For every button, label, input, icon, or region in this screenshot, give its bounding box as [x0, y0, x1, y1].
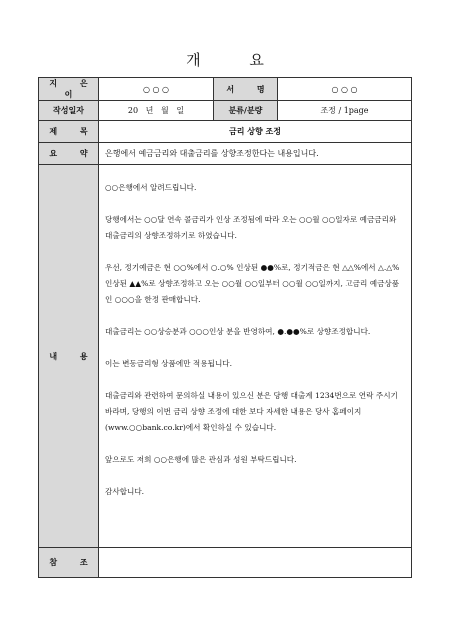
author-value: ○ ○ ○ — [99, 78, 214, 101]
date-label: 작성일자 — [39, 101, 99, 121]
content-paragraph: 대출금리는 ○○상승분과 ○○○인상 분을 반영하여, ●.●●%로 상향조정합니다. — [105, 327, 371, 336]
summary-value: 은행에서 예금금리와 대출금리를 상향조정한다는 내용입니다. — [99, 143, 412, 165]
category-label: 분류/분량 — [214, 101, 278, 121]
overview-form-table — [38, 77, 412, 578]
content-paragraph: ○○은행에서 알려드립니다. — [105, 183, 197, 192]
content-paragraph: 대출금리와 관련하여 문의하실 내용이 있으신 분은 당행 대출계 1234번으로 연락 주시기 바라며, 당행의 이번 금리 상향 조정에 대한 보다 자세한 내용은 당사 홈페이지(www.○○bank.co.kr)에서 확인하실 수 있습니다. — [105, 391, 398, 432]
document-title: 개 요 — [186, 51, 286, 69]
content-paragraph: 감사합니다. — [105, 487, 145, 496]
content-paragraph: 앞으로도 저희 ○○은행에 많은 관심과 성원 부탁드립니다. — [105, 455, 297, 464]
subject-value: 금리 상향 조정 — [99, 121, 412, 143]
reference-label: 참 조 — [39, 548, 99, 578]
date-value: 20 년 월 일 — [99, 101, 214, 121]
content-paragraph: 이는 변동금리형 상품에만 적용됩니다. — [105, 359, 233, 368]
content-paragraph: 우선, 정기예금은 현 ○○%에서 ○.○% 인상된 ●●%로, 정기적금은 현 △△%에서 △.△% 인상된 ▲▲%로 상향조정하고 오는 ○○월 ○○일부터 ○○월 ○○일까지, 고금리 예금상품인 ○○○을 한정 판매합니다. — [105, 263, 400, 304]
subject-label: 제 목 — [39, 121, 99, 143]
content-body — [99, 165, 412, 548]
reference-value — [99, 548, 412, 578]
signature-value: ○ ○ ○ — [278, 78, 412, 101]
summary-label: 요 약 — [39, 143, 99, 165]
content-label: 내 용 — [39, 165, 99, 548]
content-paragraph: 당행에서는 ○○달 연속 콜금리가 인상 조정됨에 따라 오는 ○○월 ○○일자로 예금금리와 대출금리의 상향조정하기로 하였습니다. — [105, 215, 397, 240]
author-label: 지 은 이 — [39, 78, 99, 101]
category-value: 조정 / 1page — [278, 101, 412, 121]
signature-label: 서 명 — [214, 78, 278, 101]
